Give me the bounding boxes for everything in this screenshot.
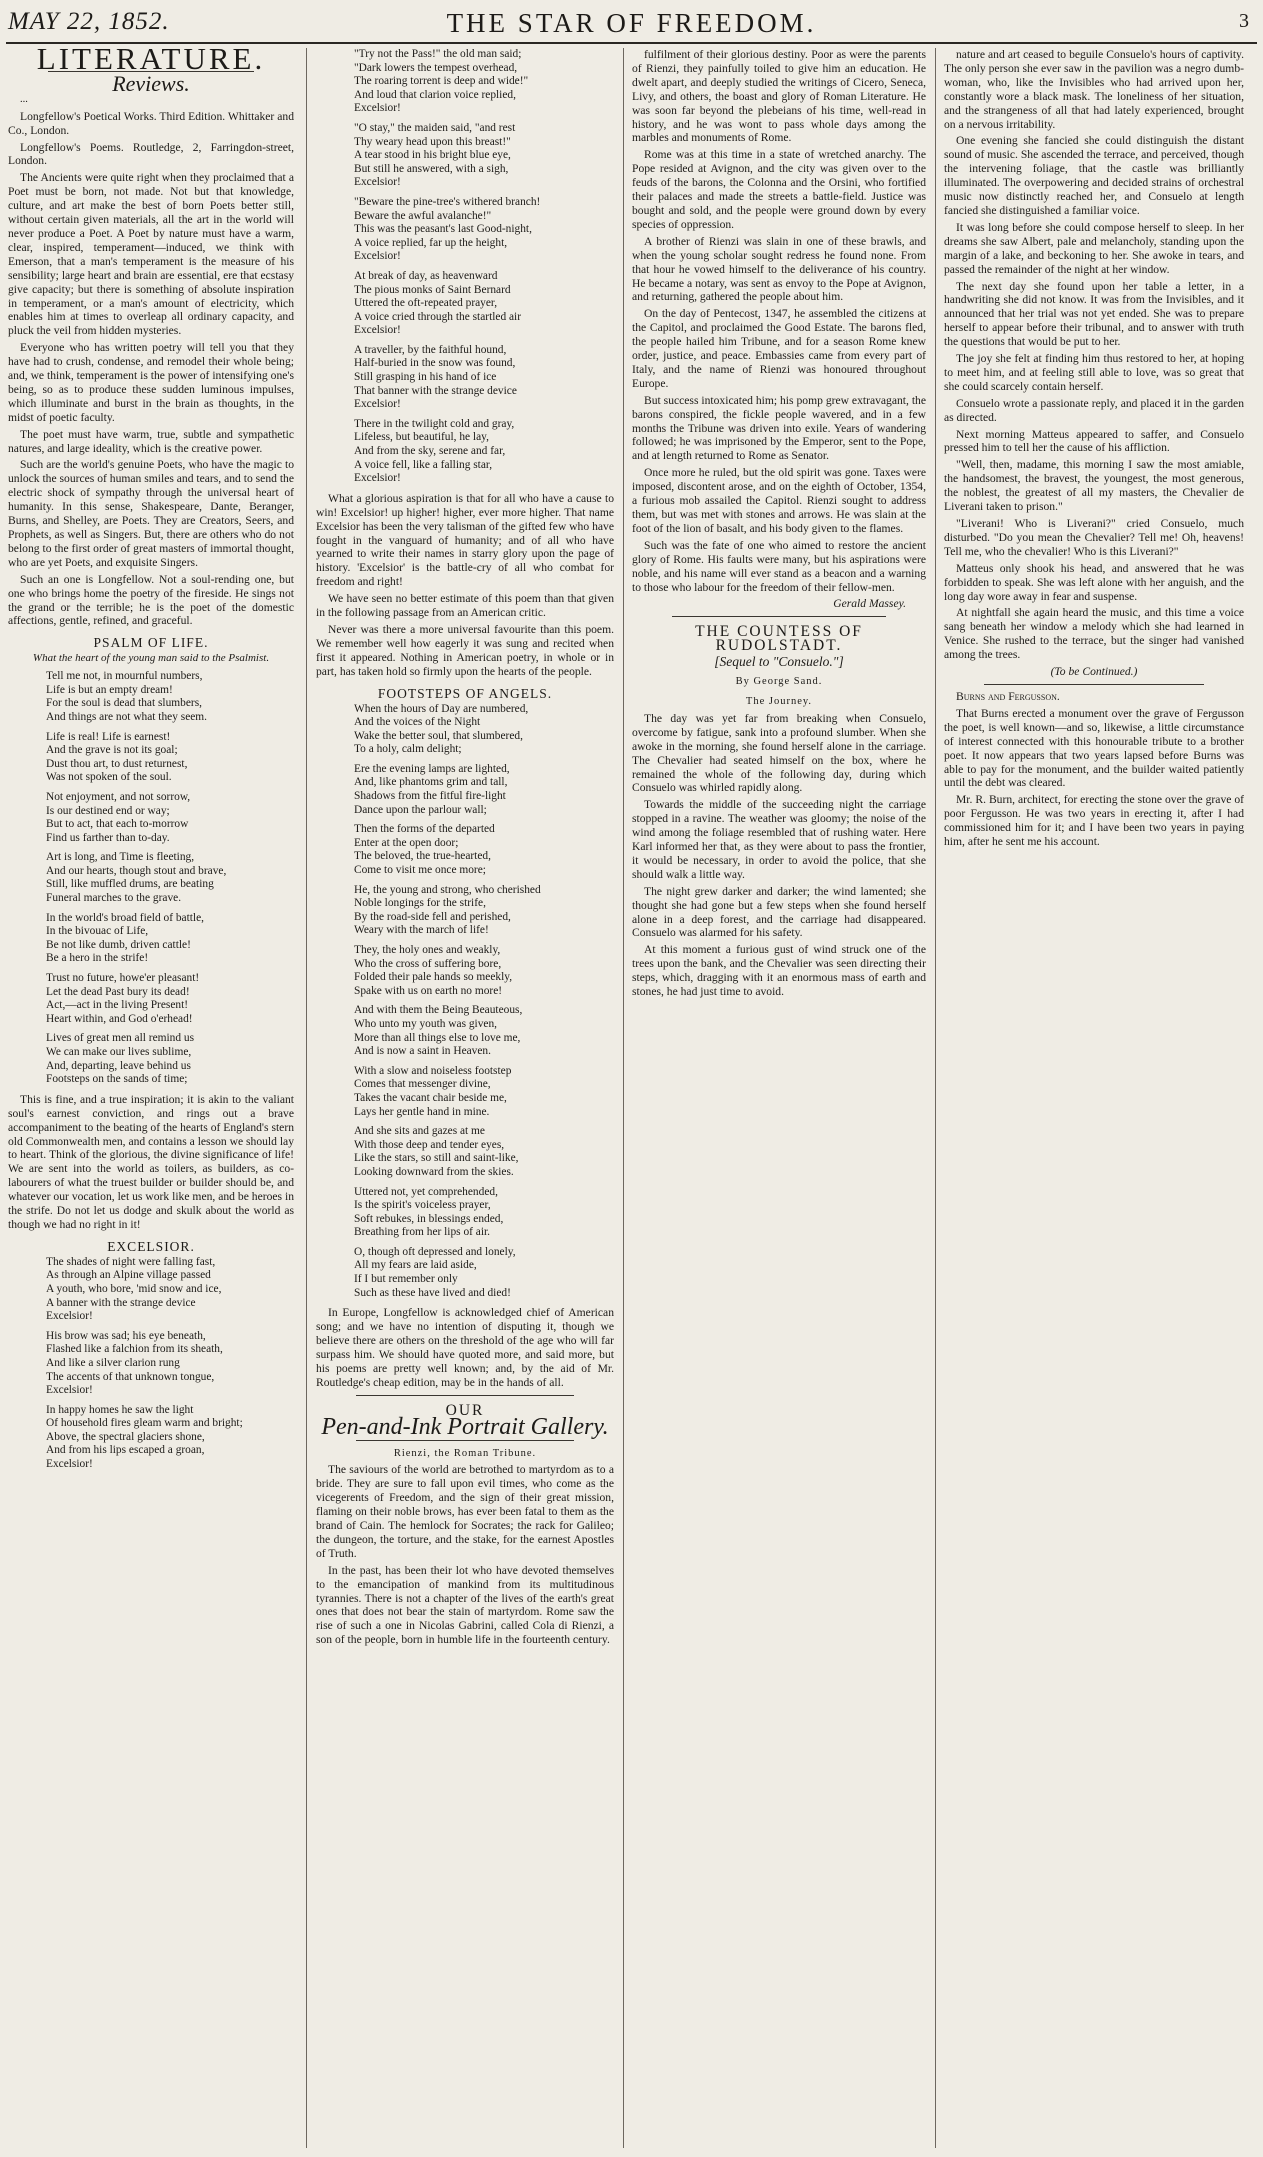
article-paragraph: Such was the fate of one who aimed to restore the ancient glory of Rome. His faults were many, but his aspirations were noble, and his name will ever stand as a beacon and a warning to those who labour for the freedom of their fellow-men. <box>632 538 926 594</box>
column-divider <box>623 48 624 2148</box>
reviews-heading: Reviews. <box>112 70 190 96</box>
article-paragraph: Such an one is Longfellow. Not a soul-rending one, but one who brings home the poetry of the fireside. He sings not the grand or the terrible; he is the poet of the domestic affections, gentle, refined, and graceful. <box>8 572 294 628</box>
poem-stanza: "Try not the Pass!" the old man said; "Dark lowers the tempest overhead, The roaring torrent is deep and wide!" And loud that clarion voice replied, Excelsior! <box>354 48 529 115</box>
article-paragraph: The joy she felt at finding him thus restored to her, at hoping to meet him, and at feeling still able to love, was so great that she could scarcely contain herself. <box>944 352 1244 393</box>
poem-stanza: O, though oft depressed and lonely, All my fears are laid aside, If I but remember only Such as these have lived and died! <box>354 1245 516 1299</box>
article-paragraph: Next morning Matteus appeared to saffer, and Consuelo pressed him to tell her the cause of his affliction. <box>944 427 1244 455</box>
article-paragraph: We have seen no better estimate of this poem than that given in the following passage from an American critic. <box>316 592 614 620</box>
poem-stanza: Uttered not, yet comprehended, Is the spirit's voiceless prayer, Soft rebukes, in blessings ended, Breathing from her lips of air. <box>354 1185 504 1239</box>
article-paragraph: The night grew darker and darker; the wind lamented; she thought she had gone but a few steps when she found herself alone in a deep forest, and the carriage had disappeared. Consuelo was alarmed for his safety. <box>632 884 926 940</box>
article-paragraph: The Ancients were quite right when they proclaimed that a Poet must be born, not made. Not but that knowledge, culture, and art make the best of born Poets better still, without certain given materials, all the art in the world will never produce a Poet. A Poet by nature must have a warm, clear, inspired, temperament—induced, we think with Emerson, that a man's temperament is the measure of his sensibility; large heart and brain are essential, ere that ecstasy give capacity; but there is something of absolute inspiration in temperament, or a man's amount of electricity, which enables him at times to overleap all ordinary capacity, and pluck the veil from hidden mysteries. <box>8 171 294 338</box>
poem-stanza: And with them the Being Beauteous, Who unto my youth was given, More than all things else to love me, And is now a saint in Heaven. <box>354 1004 523 1058</box>
article-heading-inline: Burns and Fergusson. <box>956 689 1060 703</box>
article-paragraph: One evening she fancied she could distinguish the distant sound of music. She ascended the terrace, and perceived, though the intervening foliage, that the castle was brilliantly illuminated. The overpowering and decided strains of orchestral music now distinctly reached her, and Consuelo at length fancied she distinguished a familiar voice. <box>944 134 1244 217</box>
article-paragraph: On the day of Pentecost, 1347, he assembled the citizens at the Capitol, and proclaimed the Good Estate. The barons fled, the people hailed him Tribune, and for a season Rome knew order, justice, and peace. Embassies came from every part of Italy, and the name of Rienzi was honoured throughout Europe. <box>632 307 926 390</box>
series-title: Pen-and-Ink Portrait Gallery. <box>321 1413 609 1440</box>
article-paragraph: The next day she found upon her table a letter, in a handwriting she did not know. It was from the Invisibles, and it announced that her trial was not yet ended. She was to prepare herself to appear before their tribunal, and to answer with truth the questions that would be put to her. <box>944 279 1244 349</box>
article-paragraph: This is fine, and a true inspiration; it is akin to the valiant soul's earnest conviction, and rings out a brave accompaniment to the beating of the hearts of England's stern old Commonwealth men, and contains a lesson we should lay to heart. Think of the glorious, the divine significance of life! We are sent into the world as toilers, as builders, as co-labourers of what the truest builder or builder should be, and whatever our vocation, let us work like men, and be heroes in the strife. Do not let us dodge and skulk about the world as though we had no right in it! <box>8 1092 294 1231</box>
article-paragraph: What a glorious aspiration is that for all who have a cause to win! Excelsior! up higher! higher, ever more higher. That name Excelsior has been the very talisman of the gifted few who have fought in the vanguard of humanity; and of all who have yearned to write their names in starry glory upon the page of history. 'Excelsior' is the battle-cry of all who combat for freedom and right! <box>316 491 614 589</box>
article-paragraph: Mr. R. Burn, architect, for erecting the stone over the grave of poor Fergusson. He was two years in erecting it, after I had commissioned him for it; and I have been two years in paying him, after he sent me his account. <box>944 793 1244 849</box>
author-signature: Gerald Massey. <box>833 597 906 611</box>
poem-stanza: "Beware the pine-tree's withered branch! Beware the awful avalanche!" This was the peasant's last Good-night, A voice replied, far up the height, Excelsior! <box>354 195 541 263</box>
article-paragraph: In Europe, Longfellow is acknowledged chief of American song; and we have no intention of disputing it, though we believe there are others on the threshold of the age who will far surpass him. We should have quoted more, and said more, but his poems are pretty well known; and, by the aid of Mr. Routledge's cheap edition, may be in the hands of all. <box>316 1306 614 1389</box>
masthead <box>0 0 1263 44</box>
serial-title: THE COUNTESS OF RUDOLSTADT. <box>695 623 863 655</box>
poem-stanza: Trust no future, howe'er pleasant! Let the dead Past bury its dead! Act,—act in the living Present! Heart within, and God o'erhead! <box>46 972 200 1025</box>
poem-stanza: In happy homes he saw the light Of household fires gleam warm and bright; Above, the spectral glaciers shone, And from his lips escaped a groan, Excelsior! <box>46 1403 243 1471</box>
article-paragraph: At this moment a furious gust of wind struck one of the trees upon the bank, and the Chevalier was seen directing their steps, which, dragging with it an enormous mass of earth and stones, he had just time to avoid. <box>632 943 926 999</box>
issue-date: MAY 22, 1852. <box>8 8 170 35</box>
column-3 <box>632 48 926 2148</box>
article-paragraph: Everyone who has written poetry will tell you that they have had to crush, condense, and remodel their whole being; and, we think, temperament is the power of intensifying one's being, so as to produce these sudden luminous impulses, which illuminate and burst in the brain as thoughts, in the midst of poetic faculty. <box>8 341 294 424</box>
poem-stanza: Then the forms of the departed Enter at the open door; The beloved, the true-hearted, Come to visit me once more; <box>354 823 495 877</box>
column-4 <box>944 48 1244 2148</box>
article-paragraph: Rome was at this time in a state of wretched anarchy. The Pope resided at Avignon, and the city was given over to the feuds of the barons, the Colonna and the Orsini, who fortified their palaces and made the streets a battle-field. Justice was bought and sold, and the people were ground down by every species of oppression. <box>632 148 926 231</box>
section-rule <box>356 1395 574 1396</box>
article-paragraph: Once more he ruled, but the old spirit was gone. Taxes were imposed, discontent arose, and on the eighth of October, 1354, a furious mob assailed the Capitol. Rienzi sought to address them, but was met with stones and arrows. He was slain at the foot of the lion of basalt, and his body given to the flames. <box>632 466 926 535</box>
serial-author: By George Sand. <box>735 676 823 688</box>
poem-stanza: "O stay," the maiden said, "and rest Thy weary head upon this breast!" A tear stood in his bright blue eye, But still he answered, with a sigh, Excelsior! <box>354 121 516 189</box>
article-paragraph: It was long before she could compose herself to sleep. In her dreams she saw Albert, pale and melancholy, standing upon the margin of a lake, and beckoning to her. She awoke in tears, and passed the remainder of the night at her window. <box>944 220 1244 276</box>
column-divider <box>306 48 307 2148</box>
article-paragraph: "Well, then, madame, this morning I saw the most amiable, the handsomest, the bravest, the youngest, the most generous, the noblest, the greatest of all my masters, the Chevalier de Liverani taken to prison." <box>944 458 1244 514</box>
article-paragraph: In the past, has been their lot who have devoted themselves to the emancipation of mankind from its multitudinous tyrannies. There is not a chapter of the lives of the earth's great ones that does not bear the stain of martyrdom. Rome saw the rise of such a one in Nicolas Gabrini, called Cola di Rienzi, a son of the people, born in humble life in the fourteenth century. <box>316 1563 614 1647</box>
article-paragraph: Such are the world's genuine Poets, who have the magic to unlock the sources of human smiles and tears, and to send the electric shock of sympathy through the universal heart of humanity. In this sense, Shakespeare, Dante, Beranger, Burns, and Shelley, are Poets. They are Creators, Seers, and Prophets, as well as Singers. But, there are others who do not belong to the first order of great masters of immortal thought, who are yet Poets, and exquisite Singers. <box>8 458 294 569</box>
article-heading: Rienzi, the Roman Tribune. <box>393 1447 537 1459</box>
column-1 <box>8 48 294 2148</box>
section-rule <box>672 616 886 617</box>
poem-title: PSALM OF LIFE. <box>93 635 209 651</box>
poem-stanza: Art is long, and Time is fleeting, And our hearts, though stout and brave, Still, like muffled drums, are beating Funeral marches to the grave. <box>46 851 227 905</box>
poem-stanza: And she sits and gazes at me With those deep and tender eyes, Like the stars, so still and saint-like, Looking downward from the skies. <box>354 1125 519 1178</box>
section-title: LITERATURE. <box>36 48 266 76</box>
serial-subtitle: [Sequel to "Consuelo."] <box>714 654 844 670</box>
article-paragraph: Towards the middle of the succeeding night the carriage stopped in a ravine. The weather was gloomy; the noise of the wind among the foliage resembled that of rushing water. Here Karl informed her that, as they were about to pass the frontier, it would be necessary, in order to avoid the police, that she should walk a little way. <box>632 798 926 881</box>
chapter-heading: The Journey. <box>745 695 813 707</box>
paper-title: THE STAR OF FREEDOM. <box>446 8 817 38</box>
poem-stanza: Life is real! Life is earnest! And the grave is not its goal; Dust thou art, to dust returnest, Was not spoken of the soul. <box>46 730 188 784</box>
poem-stanza: A traveller, by the faithful hound, Half-buried in the snow was found, Still grasping in his hand of ice That banner with the strange device Excelsior! <box>354 343 517 411</box>
poem-stanza: At break of day, as heavenward The pious monks of Saint Bernard Uttered the oft-repeated prayer, A voice cried through the startled air Excelsior! <box>354 269 522 337</box>
poem-subtitle: What the heart of the young man said to the Psalmist. <box>32 652 270 665</box>
continued-note: (To be Continued.) <box>1050 665 1138 679</box>
article-paragraph: fulfilment of their glorious destiny. Poor as were the parents of Rienzi, they painfully toiled to give him an education. He dwelt apart, and deeply studied the writings of Cicero, Seneca, Livy, and others, the boast and glory of Roman Literature. He was soon far beyond the plebeians of his time, well-read in history, and he was wont to pass whole days among the marbles and monuments of Rome. <box>632 48 926 145</box>
article-paragraph: Matteus only shook his head, and answered that he was forbidden to speak. She was left alone with her anguish, and the long day wore away in fear and suspense. <box>944 561 1244 603</box>
column-divider <box>935 48 936 2148</box>
article-paragraph: Never was there a more universal favourite than this poem. We remember well how eagerly it was sung and recited when first it appeared. Nothing in American poetry, in whole or in part, has taken hold so firmly upon the hearts of the people. <box>316 622 614 678</box>
page-number: 3 <box>1239 10 1249 32</box>
article-paragraph: Consuelo wrote a passionate reply, and placed it in the garden as directed. <box>944 396 1244 424</box>
article-paragraph: But success intoxicated him; his pomp grew extravagant, the barons conspired, the fickle people wavered, and in a few months the Tribune was driven into exile. Years of wandering followed; he was imprisoned by the Emperor, sent to the Pope, and at length returned to Rome as Senator. <box>632 393 926 463</box>
poem-stanza: In the world's broad field of battle, In the bivouac of Life, Be not like dumb, driven cattle! Be a hero in the strife! <box>46 911 204 965</box>
poem-stanza: Tell me not, in mournful numbers, Life is but an empty dream! For the soul is dead that slumbers, And things are not what they seem. <box>46 670 208 723</box>
article-paragraph: A brother of Rienzi was slain in one of these brawls, and when the young scholar sought redress he found none. From that hour he vowed himself to the deliverance of his country. He became a notary, was sent as envoy to the Pope at Avignon, and returning, gathered the people about him. <box>632 234 926 304</box>
article-paragraph: The saviours of the world are betrothed to martyrdom as to a bride. They are sure to fall upon evil times, who come as the vicegerents of Freedom, and the sign of their great mission, flaming on their noble brows, has ever been fatal to them as the brand of Cain. The hemlock for Socrates; the rack for Galileo; the dungeon, the torture, and the stake, for the earnest Apostles of Truth. <box>316 1463 614 1560</box>
review-book-1: Longfellow's Poetical Works. Third Edition. Whittaker and Co., London. <box>8 109 294 137</box>
poem-stanza: His brow was sad; his eye beneath, Flashed like a falchion from its sheath, And like a silver clarion rung The accents of that unknown tongue, Excelsior! <box>46 1329 223 1397</box>
article-paragraph: nature and art ceased to beguile Consuelo's hours of captivity. The only person she ever saw in the pavilion was a negro dumb-woman, who, like the Invisibles who had arrived upon her, constantly wore a black mask. The loneliness of her situation, and the strangeness of all that had lately experienced, brought on a nervous irritability. <box>944 48 1244 131</box>
poem-stanza: Lives of great men all remind us We can make our lives sublime, And, departing, leave behind us Footsteps on the sands of time; <box>46 1032 195 1086</box>
article-paragraph: At nightfall she again heard the music, and this time a voice sang beneath her window a melody which she had learned in Venice. She rushed to the terrace, but the singer had vanished among the trees. <box>944 606 1244 662</box>
column-2 <box>316 48 614 2148</box>
poem-stanza: There in the twilight cold and gray, Lifeless, but beautiful, he lay, And from the sky, serene and far, A voice fell, like a falling star, Excelsior! <box>354 417 515 485</box>
review-intro: ... <box>20 93 28 105</box>
poem-stanza: When the hours of Day are numbered, And the voices of the Night Wake the better soul, that slumbered, To a holy, calm delight; <box>354 702 529 756</box>
section-rule <box>356 1440 574 1441</box>
poem-stanza: Ere the evening lamps are lighted, And, like phantoms grim and tall, Shadows from the fitful fire-light Dance upon the parlour wall; <box>354 762 510 816</box>
poem-stanza: Not enjoyment, and not sorrow, Is our destined end or way; But to act, that each to-morrow Find us farther than to-day. <box>46 790 191 844</box>
series-kicker: OUR <box>445 1401 485 1419</box>
poem-stanza: He, the young and strong, who cherished Noble longings for the strife, By the road-side fell and perished, Weary with the march of life! <box>354 883 541 937</box>
article-paragraph: The poet must have warm, true, subtle and sympathetic natures, and large ideality, which is the creative power. <box>8 427 294 455</box>
poem-stanza: They, the holy ones and weakly, Who the cross of suffering bore, Folded their pale hands so meekly, Spake with us on earth no more! <box>354 944 513 997</box>
poem-title: EXCELSIOR. <box>107 1238 195 1254</box>
section-rule <box>984 684 1204 685</box>
poem-stanza: With a slow and noiseless footstep Comes that messenger divine, Takes the vacant chair beside me, Lays her gentle hand in mine. <box>354 1064 512 1118</box>
poem-title: FOOTSTEPS OF ANGELS. <box>377 685 553 701</box>
article-paragraph: The day was yet far from breaking when Consuelo, overcome by fatigue, sank into a profound slumber. When she awoke in the morning, she found herself alone in the carriage. The Chevalier had seated himself on the box, where he remained the whole of the following day, during which Consuelo was whirled rapidly along. <box>632 711 926 795</box>
review-book-2: Longfellow's Poems. Routledge, 2, Farringdon-street, London. <box>8 140 294 168</box>
masthead-rule <box>6 42 1257 44</box>
poem-stanza: The shades of night were falling fast, As through an Alpine village passed A youth, who bore, 'mid snow and ice, A banner with the strange device Excelsior! <box>46 1255 222 1323</box>
article-paragraph: That Burns erected a monument over the grave of Fergusson the poet, is well known—and so, likewise, a little circumstance of interest connected with this honourable tribute to a brother poet. It now appears that two years lapsed before Burns was able to pay for the monument, and the builder waited patiently until the debt was cleared. <box>944 706 1244 790</box>
article-paragraph: "Liverani! Who is Liverani?" cried Consuelo, much disturbed. "Do you mean the Chevalier? Tell me! Oh, heavens! Tell me, who the chevalier! Who is this Liverani?" <box>944 517 1244 558</box>
